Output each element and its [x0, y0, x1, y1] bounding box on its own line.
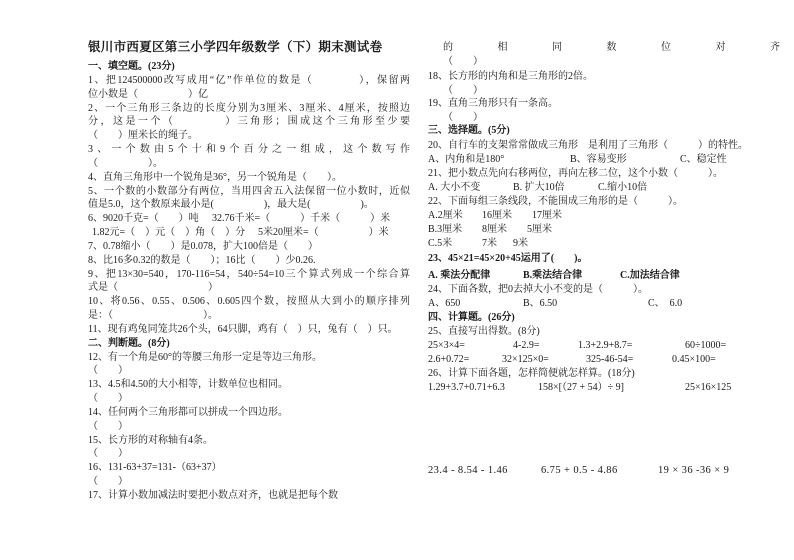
q13-answer-blank: （ ） [88, 393, 128, 404]
q18-text: 18、长方形的内角和是三角形的2倍。 [428, 71, 593, 82]
q10-line-2: 是：（ ）。 [88, 310, 218, 321]
q25-item: 32×125×0= [502, 354, 549, 365]
q5-line-1: 5、一个数的小数部分有两位，当用四舍五入法保留一位小数时，近似 [88, 186, 410, 197]
q19-answer-blank: （ ） [443, 112, 483, 123]
q24-text: 24、下面各数，把0去掉大小不变的是（ ）。 [428, 284, 648, 295]
q15-answer-blank: （ ） [88, 448, 128, 459]
q21-option-a: A. 大小不变 [428, 182, 481, 193]
q7-line: 7、0.78缩小（ ）是0.078，扩大100倍是（ ） [88, 241, 318, 252]
q9-line-1: 9、把13×30=540，170-116=54，540÷54=10三个算式列成一个综合算 [88, 269, 410, 280]
q26-item: 158×[（27 + 54）÷ 9] [538, 382, 624, 393]
q23-option-c: C.加法结合律 [620, 270, 680, 281]
q4-line: 4、直角三角形中一个锐角是36°，另一个锐角是（ ）。 [88, 172, 342, 183]
q26-item: 25×16×125 [685, 382, 732, 393]
section-heading-calculation: 四、计算题。(26分) [428, 312, 515, 323]
q22-option-a-seg-3: 17厘米 [532, 210, 562, 221]
section-heading-true-false: 二、判断题。(8分) [88, 338, 170, 349]
q1-line-2: 位小数是（ ）亿 [88, 89, 208, 100]
exam-title: 银川市西夏区第三小学四年级数学（下）期末测试卷 [88, 40, 383, 54]
q25-item: 2.6+0.72= [428, 354, 470, 365]
q21-option-c: C.缩小10倍 [598, 182, 648, 193]
q26-item: 6.75 + 0.5 - 4.86 [541, 465, 618, 476]
q22-option-a-seg-2: 16厘米 [482, 210, 512, 221]
q22-option-c-seg-1: C.5米 [428, 238, 453, 249]
q6-item-km: 32.76千米=（ ）千米（ ）米 [212, 213, 391, 224]
q25-item: 325-46-54= [586, 354, 634, 365]
q20-option-a: A、内角和是180° [428, 154, 505, 165]
q19-text: 19、直角三角形只有一条高。 [428, 98, 558, 109]
q26-item: 19 × 36 -36 × 9 [658, 465, 730, 476]
q25-item: 1.3+2.9+8.7= [578, 340, 633, 351]
q22-option-b-seg-2: 8厘米 [482, 224, 507, 235]
q22-option-a-seg-1: A.2厘米 [428, 210, 463, 221]
q24-option-b: B、6.50 [523, 298, 558, 309]
q20-option-c: C、稳定性 [680, 154, 727, 165]
q24-option-c: C、 6.0 [648, 298, 683, 309]
q18-answer-blank: （ ） [443, 85, 483, 96]
q6-item-meter: 5米20厘米=（ ）米 [258, 227, 389, 238]
q9-line-2: 式是（ ） [88, 282, 218, 293]
q11-line: 11、现有鸡兔同笼共26个头，64只脚，鸡有（ ）只，兔有（ ）只。 [88, 324, 398, 335]
q16-answer-blank: （ ） [88, 476, 128, 487]
q3-line-1: 3、一个数由5个十和9个百分之一组成，这个数写作 [88, 144, 410, 155]
q1-line-1: 1、把124500000改写成用“亿”作单位的数是（ ），保留两 [88, 75, 410, 86]
q8-line: 8、比16多0.32的数是（ ）；16比（ ）少0.26. [88, 255, 316, 266]
q2-line-2: 分，这是一个（ ）三角形；围成这个三角形至少要 [88, 116, 410, 127]
section-heading-multiple-choice: 三、选择题。(5分) [428, 125, 510, 136]
q26-item: 1.29+3.7+0.71+6.3 [428, 382, 505, 393]
q26-item: 23.4 - 8.54 - 1.46 [428, 465, 508, 476]
q25-item: 4-2.9= [513, 340, 540, 351]
q24-option-a: A、650 [428, 298, 461, 309]
q5-line-2: 值是5.0，这个数原来最小是( )，最大是( )。 [88, 199, 374, 210]
q17-answer-blank: （ ） [443, 56, 483, 67]
q17-text-line-1: 17、计算小数加减法时要把小数点对齐，也就是把每个数 [88, 490, 338, 501]
q6-item-yuan: 1.82元=（ ）元（ ）角（ ）分 [92, 227, 246, 238]
q21-text: 21、把小数点先向右移两位，再向左移二位，这个小数（ ）。 [428, 168, 723, 179]
q22-option-b-seg-1: B.3厘米 [428, 224, 463, 235]
section-heading-fill-in: 一、填空题。(23分) [88, 61, 175, 72]
q25-item: 25×3×4= [428, 340, 465, 351]
q23-text: 23、45×21=45×20+45运用了( )。 [428, 253, 588, 264]
q20-option-b: B、容易变形 [570, 154, 627, 165]
q14-answer-blank: （ ） [88, 421, 128, 432]
q15-text: 15、长方形的对称轴有4条。 [88, 435, 213, 446]
q22-option-b-seg-3: 5厘米 [527, 224, 552, 235]
q2-line-3: （ ）厘米长的绳子。 [88, 130, 198, 141]
q25-item: 0.45×100= [672, 354, 716, 365]
q22-option-c-seg-3: 9米 [513, 238, 528, 249]
q10-line-1: 10、将0.56、0.55、0.506、0.605四个数，按照从大到小的顺序排列 [88, 296, 410, 307]
q12-text: 12、有一个角是60°的等腰三角形一定是等边三角形。 [88, 352, 322, 363]
q13-text: 13、4.5和4.50的大小相等，计数单位也相同。 [88, 379, 288, 390]
q25-text: 25、直接写出得数。(8分) [428, 326, 540, 337]
q23-option-a: A. 乘法分配律 [428, 270, 491, 281]
q25-item: 60÷1000= [685, 340, 727, 351]
q22-text: 22、下面每组三条线段，不能围成三角形的是（ ）。 [428, 196, 683, 207]
q20-text: 20、自行车的支架常常做成三角形 是利用了三角形（ ）的特性。 [428, 140, 748, 151]
q21-option-b: B. 扩大10倍 [513, 182, 565, 193]
q3-line-2: （ ）。 [88, 158, 163, 169]
q22-option-c-seg-2: 7米 [482, 238, 497, 249]
q23-option-b: B.乘法结合律 [523, 270, 583, 281]
q16-text: 16、131-63+37=131-（63+37） [88, 462, 222, 473]
q26-text: 26、计算下面各题，怎样简便就怎样算。(18分) [428, 368, 635, 379]
q14-text: 14、任何两个三角形都可以拼成一个四边形。 [88, 407, 288, 418]
q6-item-kg: 6、9020千克=（ ）吨 [88, 213, 199, 224]
q12-answer-blank: （ ） [88, 365, 128, 376]
q2-line-1: 2、一个三角形三条边的长度分别为3厘米、3厘米、4厘米，按照边 [88, 103, 410, 114]
q17-text-line-2: 的 相 同 数 位 对 齐 [443, 42, 780, 53]
